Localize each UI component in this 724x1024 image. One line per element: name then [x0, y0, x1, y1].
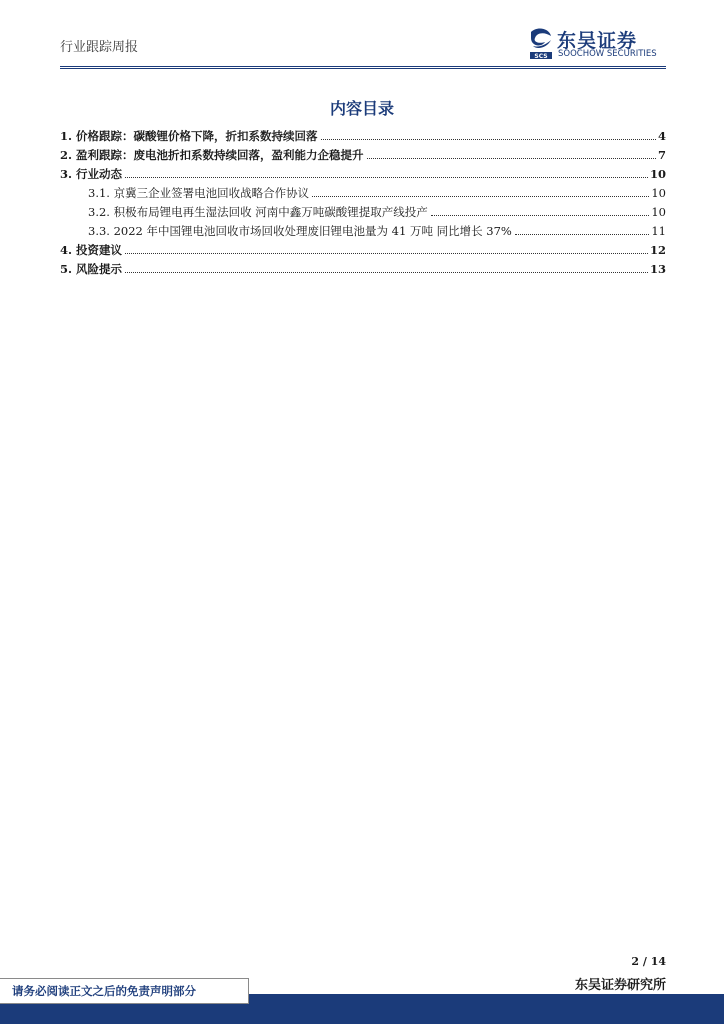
soochow-logo-icon — [527, 26, 555, 60]
toc-entry-page: 11 — [651, 224, 666, 238]
toc-entry[interactable] — [88, 222, 666, 240]
toc-entry-page: 12 — [649, 243, 666, 257]
toc-entry-page: 4 — [657, 129, 666, 143]
toc-entry[interactable] — [88, 184, 666, 202]
toc-entry-page: 10 — [651, 186, 666, 200]
toc-title: 内容目录 — [329, 99, 394, 118]
toc-entry[interactable] — [60, 241, 666, 259]
toc-dot-leader — [367, 158, 656, 159]
toc-dot-leader — [125, 253, 648, 254]
toc-entry-label: 3.2. 积极布局锂电再生湿法回收 河南中鑫万吨碳酸锂提取产线投产 — [88, 205, 428, 219]
toc-dot-leader — [321, 139, 656, 140]
toc-entry-page: 7 — [657, 148, 666, 162]
toc-entry[interactable] — [60, 260, 666, 278]
toc-dot-leader — [431, 215, 650, 216]
logo-english-name: SOOCHOW SECURITIES — [558, 49, 657, 59]
page-indicator: 2 / 14 — [631, 955, 666, 968]
toc-dot-leader — [312, 196, 649, 197]
toc-entry-label: 4. 投资建议 — [60, 243, 123, 257]
toc-entry[interactable] — [88, 203, 666, 221]
disclaimer-box — [0, 978, 249, 1004]
toc-entry-label: 3.3. 2022 年中国锂电池回收市场回收处理废旧锂电池量为 41 万吨 同比增长 37% — [88, 224, 512, 238]
toc-dot-leader — [125, 177, 648, 178]
soochow-logo — [527, 26, 677, 62]
header-divider — [60, 66, 666, 67]
toc-dot-leader — [515, 234, 650, 235]
toc-entry-label: 1. 价格跟踪：碳酸锂价格下降，折扣系数持续回落 — [60, 129, 318, 143]
report-type-label: 行业跟踪周报 — [60, 40, 139, 55]
toc-entry-label: 3. 行业动态 — [60, 167, 123, 181]
toc-entry[interactable] — [60, 165, 666, 183]
logo-chinese-name: 东吴证券 — [557, 30, 638, 52]
toc-entry-label: 3.1. 京冀三企业签署电池回收战略合作协议 — [88, 186, 310, 200]
header-divider-secondary — [60, 68, 666, 69]
toc-entry-page: 13 — [649, 262, 666, 276]
disclaimer-text: 请务必阅读正文之后的免责声明部分 — [12, 984, 196, 998]
footer-firm-name: 东吴证券研究所 — [574, 978, 666, 993]
toc-entry[interactable] — [60, 127, 666, 145]
toc-entry-page: 10 — [649, 167, 666, 181]
toc-dot-leader — [125, 272, 648, 273]
toc-entry[interactable] — [60, 146, 666, 164]
toc-entry-page: 10 — [651, 205, 666, 219]
toc-entry-label: 2. 盈利跟踪：废电池折扣系数持续回落，盈利能力企稳提升 — [60, 148, 364, 162]
logo-mark-text: SCS — [534, 53, 548, 60]
toc-entry-label: 5. 风险提示 — [60, 262, 123, 276]
